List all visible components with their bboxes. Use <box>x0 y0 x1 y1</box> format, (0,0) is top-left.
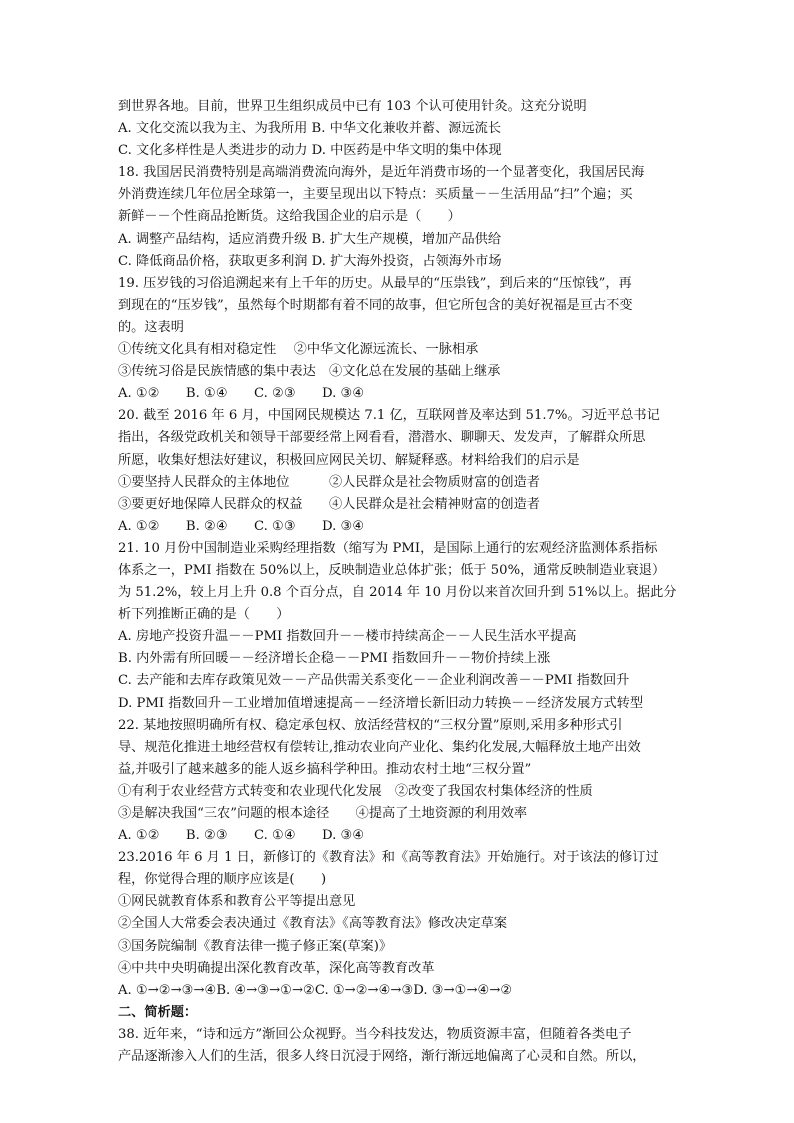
option-line: A. 调整产品结构，适应消费升级 B. 扩大生产规模，增加产品供给 <box>118 231 502 247</box>
option-line: A. ①② B. ②③ C. ①④ D. ③④ <box>118 828 365 844</box>
text-line: 的。这表明 <box>118 319 184 335</box>
statement-line: ①网民就教育体系和教育公平等提出意见 <box>118 894 356 910</box>
text-line: 程，你觉得合理的顺序应该是( ) <box>118 872 327 888</box>
text-line: 产品逐渐渗入人们的生活，很多人终日沉浸于网络，渐行渐远地偏离了心灵和自然。所以， <box>118 1049 646 1065</box>
option-line: A. 房地产投资升温－－PMI 指数回升－－楼市持续高企－－人民生活水平提高 <box>118 629 577 645</box>
statement-line: ③要更好地保障人民群众的权益 ④人民群众是社会精神财富的创造者 <box>118 496 540 512</box>
statement-line: ①传统文化具有相对稳定性 ②中华文化源远流长、一脉相承 <box>118 342 479 358</box>
option-line: A. ①② B. ②④ C. ①③ D. ③④ <box>118 518 365 534</box>
exam-page <box>118 96 680 1068</box>
text-line: 外消费连续几年位居全球第一，主要呈现出以下特点：买质量－－生活用品“扫”个遍；买 <box>118 187 633 203</box>
question-18: 18. 我国居民消费特别是高端消费流向海外，是近年消费市场的一个显著变化，我国居民海 <box>118 165 645 181</box>
text-line: 到世界各地。目前，世界卫生组织成员中已有 103 个认可使用针灸。这充分说明 <box>118 99 587 114</box>
text-line: 到现在的“压岁钱”，虽然每个时期都有着不同的故事，但它所包含的美好祝福是亘古不变 <box>118 297 633 313</box>
question-22: 22. 某地按照明确所有权、稳定承包权、放活经营权的“三权分置”原则,采用多种形式引 <box>118 717 623 733</box>
text-line: 为 51.2%，较上月上升 0.8 个百分点，自 2014 年 10 月份以来首次回升到 51%以上。据此分 <box>118 585 677 601</box>
statement-line: ①有利于农业经营方式转变和农业现代化发展 ②改变了我国农村集体经济的性质 <box>118 783 593 799</box>
statement-line: ③是解决我国“三农”问题的根本途径 ④提高了土地资源的利用效率 <box>118 806 528 821</box>
option-line: C. 文化多样性是人类进步的动力 D. 中医药是中华文明的集中体现 <box>118 143 502 159</box>
option-line: B. 内外需有所回暖－－经济增长企稳－－PMI 指数回升－－物价持续上涨 <box>118 651 551 667</box>
option-line: A. 文化交流以我为主、为我所用 B. 中华文化兼收并蓄、源远流长 <box>118 121 502 137</box>
text-line: 体系之一，PMI 指数在 50%以上，反映制造业总体扩张；低于 50%，通常反映制造业衰退） <box>118 562 666 578</box>
question-38: 38. 近年来，“诗和远方”渐回公众视野。当今科技发达，物质资源丰富，但随着各类电子 <box>118 1026 632 1042</box>
option-line: C. 降低商品价格，获取更多利润 D. 扩大海外投资，占领海外市场 <box>118 253 502 269</box>
option-line: C. 去产能和去库存政策见效－－产品供需关系变化－－企业利润改善－－PMI 指数回升 <box>118 673 630 689</box>
text-line: 导、规范化推进土地经营权有偿转让,推动农业向产业化、集约化发展,大幅释放土地产出效 <box>118 739 641 755</box>
section-heading: 二、简析题： <box>118 1004 198 1020</box>
text-line: 所愿，收集好想法好建议，积极回应网民关切、解疑释惑。材料给我们的启示是 <box>118 452 580 468</box>
statement-line: ③国务院编制《教育法律一揽子修正案(草案)》 <box>118 938 393 954</box>
option-line: A. ①② B. ①④ C. ②③ D. ③④ <box>118 386 365 402</box>
option-line: A. ①→②→③→④B. ④→③→①→②C. ①→②→④→③D. ③→①→④→② <box>118 982 513 998</box>
text-line: 指出，各级党政机关和领导干部要经常上网看看，潜潜水、聊聊天、发发声，了解群众所思 <box>118 430 646 446</box>
option-line: D. PMI 指数回升－工业增加值增速提高－－经济增长新旧动力转换－－经济发展方式转型 <box>118 695 644 711</box>
question-20: 20. 截至 2016 年 6 月，中国网民规模达 7.1 亿，互联网普及率达到 51.7%。习近平总书记 <box>118 408 660 424</box>
question-19: 19. 压岁钱的习俗追溯起来有上千年的历史。从最早的“压祟钱”，到后来的“压惊钱”，再 <box>118 275 632 291</box>
text-line: 析下列推断正确的是（ ） <box>118 607 290 623</box>
statement-line: ④中共中央明确提出深化教育改革，深化高等教育改革 <box>118 960 435 976</box>
question-23: 23.2016 年 6 月 1 日，新修订的《教育法》和《高等教育法》开始施行。对于该法的修订过 <box>118 850 659 866</box>
statement-line: ①要坚持人民群众的主体地位 ②人民群众是社会物质财富的创造者 <box>118 474 540 490</box>
question-21: 21. 10 月份中国制造业采购经理指数（缩写为 PMI，是国际上通行的宏观经济监测体系指标 <box>118 540 658 556</box>
statement-line: ③传统习俗是民族情感的集中表达 ④文化总在发展的基础上继承 <box>118 364 501 380</box>
text-line: 新鲜－－个性商品抢断货。这给我国企业的启示是（ ） <box>118 209 461 225</box>
statement-line: ②全国人大常委会表决通过《教育法》《高等教育法》修改决定草案 <box>118 916 508 932</box>
text-line: 益,并吸引了越来越多的能人返乡搞科学种田。推动农村土地“三权分置” <box>118 761 532 777</box>
